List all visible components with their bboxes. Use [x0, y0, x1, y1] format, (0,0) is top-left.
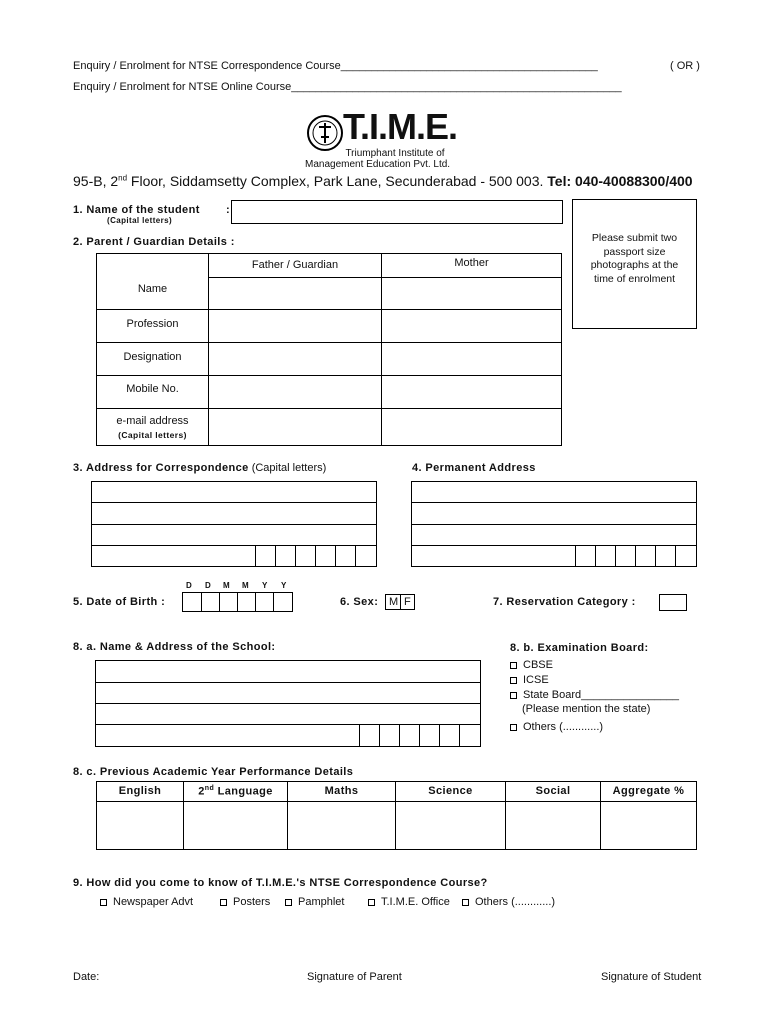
board-others-label: Others (............)	[523, 721, 604, 733]
footer-parent-signature: Signature of Parent	[307, 971, 402, 983]
board-cbse[interactable]	[510, 659, 553, 671]
q4-label: 4. Permanent Address	[412, 462, 536, 474]
source-posters-label: Posters	[233, 896, 271, 908]
dob-field[interactable]	[182, 592, 293, 612]
source-others-label: Others (............)	[475, 896, 556, 908]
q1-label: 1. Name of the student	[73, 204, 200, 216]
q7-label: 7. Reservation Category :	[493, 596, 636, 608]
board-icse[interactable]	[510, 674, 549, 686]
row-email: e-mail address	[116, 415, 189, 427]
q3-label: 3. Address for Correspondence	[73, 462, 249, 474]
logo-name: T.I.M.E.	[343, 106, 458, 147]
header-or: ( OR )	[670, 60, 700, 72]
col-second-language	[184, 785, 287, 798]
source-others[interactable]	[462, 896, 555, 908]
father-name-field[interactable]	[209, 278, 381, 309]
source-newspaper-label: Newspaper Advt	[113, 896, 194, 908]
checkbox-newspaper[interactable]	[100, 899, 107, 906]
row-designation: Designation	[123, 351, 182, 363]
state-note: (Please mention the state)	[522, 703, 651, 715]
address-rest: Floor, Siddamsetty Complex, Park Lane, Secunderabad - 500 003.	[127, 173, 544, 189]
institute-address	[73, 173, 693, 189]
source-pamphlet[interactable]	[285, 896, 344, 908]
board-icse-label: ICSE	[523, 674, 549, 686]
dob-letter-m2: M	[242, 581, 249, 590]
col-second-rest: Language	[214, 785, 273, 798]
parent-details-table	[96, 253, 562, 446]
performance-table	[96, 781, 697, 850]
address-tel: Tel: 040-40088300/400	[543, 173, 693, 189]
board-others[interactable]	[510, 721, 603, 733]
dob-letter-y1: Y	[262, 581, 268, 590]
footer-student-signature: Signature of Student	[601, 971, 702, 983]
dob-letter-d2: D	[205, 581, 211, 590]
q2-label: 2. Parent / Guardian Details :	[73, 236, 235, 248]
col-maths: Maths	[324, 785, 359, 797]
col-mother: Mother	[454, 257, 489, 269]
board-cbse-label: CBSE	[523, 659, 553, 671]
col-father: Father / Guardian	[251, 259, 339, 271]
col-second-num: 2	[198, 785, 205, 798]
header-line-online: Enquiry / Enrolment for NTSE Online Course______________________________________________________	[73, 81, 622, 93]
col-aggregate: Aggregate %	[612, 785, 685, 797]
q8c-label: 8. c. Previous Academic Year Performance Details	[73, 766, 354, 778]
dob-letter-m1: M	[223, 581, 230, 590]
sex-field[interactable]	[385, 594, 415, 610]
q1-note: (Capital letters)	[107, 216, 173, 225]
checkbox-others[interactable]	[510, 724, 517, 731]
checkbox-office[interactable]	[368, 899, 375, 906]
checkbox-pamphlet[interactable]	[285, 899, 292, 906]
address-sup: nd	[118, 173, 128, 183]
q3-note: (Capital letters)	[251, 462, 327, 474]
student-name-field[interactable]	[231, 200, 563, 224]
row-email-note: (Capital letters)	[118, 430, 187, 440]
source-office[interactable]	[368, 896, 450, 908]
col-second-sup: nd	[204, 785, 215, 792]
dob-letter-y2: Y	[281, 581, 287, 590]
q3-label-wrap	[73, 462, 326, 474]
dob-letter-d1: D	[186, 581, 192, 590]
q5-label: 5. Date of Birth :	[73, 596, 166, 608]
sex-f[interactable]: F	[404, 596, 411, 608]
header-line-correspondence: Enquiry / Enrolment for NTSE Correspondence Course__________________________________________	[73, 60, 598, 72]
row-mobile: Mobile No.	[126, 383, 179, 395]
source-office-label: T.I.M.E. Office	[381, 896, 450, 908]
q8b-label: 8. b. Examination Board:	[510, 642, 649, 654]
board-state-label: State Board________________	[523, 689, 679, 701]
checkbox-posters[interactable]	[220, 899, 227, 906]
q8a-label: 8. a. Name & Address of the School:	[73, 641, 276, 653]
permanent-address-box[interactable]	[411, 481, 697, 567]
mother-name-field[interactable]	[382, 278, 561, 309]
reservation-category-field[interactable]	[659, 594, 687, 611]
source-newspaper[interactable]	[100, 896, 193, 908]
sex-m[interactable]: M	[389, 596, 399, 608]
photo-note: Please submit two passport size photographs at the time of enrolment	[590, 232, 679, 285]
col-social: Social	[535, 785, 571, 797]
checkbox-cbse[interactable]	[510, 662, 517, 669]
row-profession: Profession	[126, 318, 179, 330]
emblem-icon	[305, 113, 345, 153]
logo-subtitle-1: Triumphant Institute of	[345, 148, 445, 159]
photo-box	[572, 199, 697, 329]
checkbox-state[interactable]	[510, 692, 517, 699]
correspondence-address-box[interactable]	[91, 481, 377, 567]
footer-date: Date:	[73, 971, 100, 983]
col-science: Science	[428, 785, 473, 797]
row-name: Name	[137, 283, 168, 295]
board-state[interactable]	[510, 689, 679, 701]
logo-subtitle-2: Management Education Pvt. Ltd.	[305, 159, 451, 170]
checkbox-source-others[interactable]	[462, 899, 469, 906]
q6-label: 6. Sex:	[340, 596, 379, 608]
col-english: English	[118, 785, 162, 797]
q9-label: 9. How did you come to know of T.I.M.E.'s NTSE Correspondence Course?	[73, 877, 488, 889]
school-address-box[interactable]	[95, 660, 481, 747]
source-pamphlet-label: Pamphlet	[298, 896, 345, 908]
address-prefix: 95-B, 2	[73, 173, 119, 189]
checkbox-icse[interactable]	[510, 677, 517, 684]
q1-colon: :	[226, 204, 231, 216]
source-posters[interactable]	[220, 896, 270, 908]
